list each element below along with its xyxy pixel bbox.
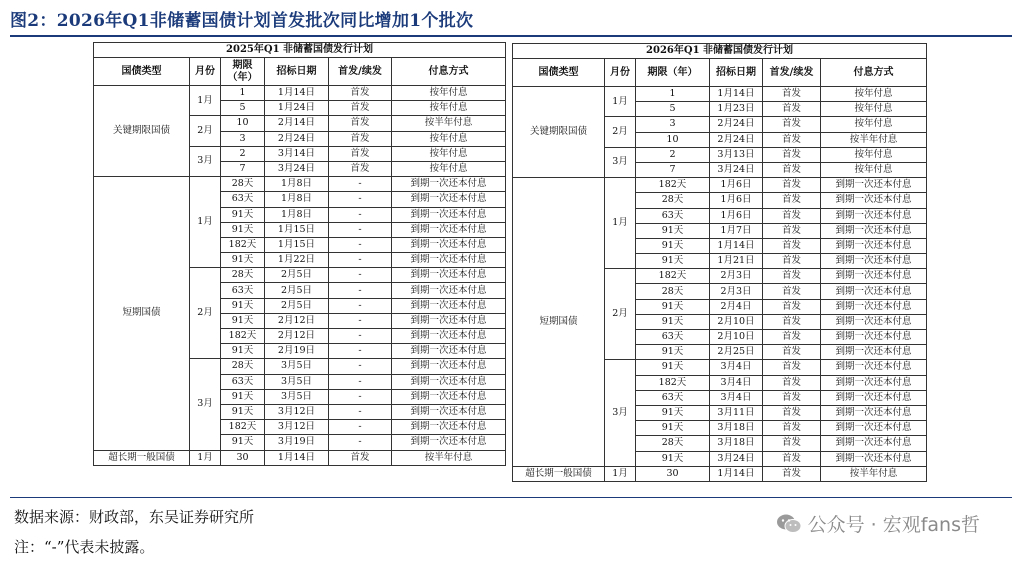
term-cell: 1 xyxy=(221,86,265,101)
payment-method-cell: 到期一次还本付息 xyxy=(392,268,506,283)
column-header: 付息方式 xyxy=(821,59,927,87)
figure-title: 图2：2026年Q1非储蓄国债计划首发批次同比增加1个批次 xyxy=(10,11,474,31)
issue-type-cell: - xyxy=(329,329,392,344)
month-cell: 3月 xyxy=(605,360,636,466)
issue-type-cell: 首发 xyxy=(763,436,821,451)
auction-date-cell: 1月14日 xyxy=(710,238,763,253)
issue-type-cell: 首发 xyxy=(763,132,821,147)
auction-date-cell: 1月8日 xyxy=(265,177,329,192)
auction-date-cell: 3月14日 xyxy=(265,146,329,161)
term-cell: 91天 xyxy=(221,298,265,313)
bond-type-cell: 超长期一般国债 xyxy=(513,466,605,481)
table-row xyxy=(94,177,506,192)
issue-type-cell: 首发 xyxy=(329,161,392,176)
column-header: 招标日期 xyxy=(265,58,329,86)
issue-type-cell: - xyxy=(329,420,392,435)
auction-date-cell: 2月24日 xyxy=(710,132,763,147)
table-2026-plan xyxy=(512,43,927,482)
payment-method-cell: 按半年付息 xyxy=(821,466,927,481)
table-caption: 2026年Q1 非储蓄国债发行计划 xyxy=(513,44,927,59)
payment-method-cell: 到期一次还本付息 xyxy=(392,344,506,359)
payment-method-cell: 到期一次还本付息 xyxy=(821,360,927,375)
payment-method-cell: 到期一次还本付息 xyxy=(392,420,506,435)
auction-date-cell: 1月14日 xyxy=(710,87,763,102)
issue-type-cell: 首发 xyxy=(763,102,821,117)
auction-date-cell: 2月4日 xyxy=(710,299,763,314)
table-row xyxy=(513,178,927,193)
auction-date-cell: 3月4日 xyxy=(710,390,763,405)
issue-type-cell: 首发 xyxy=(763,466,821,481)
month-cell: 3月 xyxy=(190,146,221,176)
issue-type-cell: - xyxy=(329,359,392,374)
month-cell: 3月 xyxy=(190,359,221,450)
term-cell: 10 xyxy=(221,116,265,131)
auction-date-cell: 2月10日 xyxy=(710,330,763,345)
term-cell: 182天 xyxy=(221,329,265,344)
issue-type-cell: - xyxy=(329,389,392,404)
issue-type-cell: 首发 xyxy=(763,390,821,405)
payment-method-cell: 到期一次还本付息 xyxy=(821,405,927,420)
term-cell: 91天 xyxy=(636,254,710,269)
term-cell: 63天 xyxy=(636,390,710,405)
auction-date-cell: 3月5日 xyxy=(265,389,329,404)
payment-method-cell: 到期一次还本付息 xyxy=(821,223,927,238)
column-header: 首发/续发 xyxy=(329,58,392,86)
payment-method-cell: 到期一次还本付息 xyxy=(392,389,506,404)
issue-type-cell: - xyxy=(329,374,392,389)
payment-method-cell: 到期一次还本付息 xyxy=(821,193,927,208)
auction-date-cell: 2月5日 xyxy=(265,268,329,283)
payment-method-cell: 到期一次还本付息 xyxy=(392,359,506,374)
bond-type-cell: 超长期一般国债 xyxy=(94,450,190,465)
issue-type-cell: 首发 xyxy=(329,131,392,146)
term-cell: 5 xyxy=(221,101,265,116)
column-header: 期限（年） xyxy=(636,59,710,87)
payment-method-cell: 按半年付息 xyxy=(392,450,506,465)
source-note: 数据来源：财政部，东吴证券研究所 xyxy=(14,508,255,526)
auction-date-cell: 3月24日 xyxy=(710,162,763,177)
month-cell: 2月 xyxy=(190,116,221,146)
auction-date-cell: 3月11日 xyxy=(710,405,763,420)
term-cell: 3 xyxy=(221,131,265,146)
issue-type-cell: - xyxy=(329,207,392,222)
payment-method-cell: 到期一次还本付息 xyxy=(821,284,927,299)
term-cell: 91天 xyxy=(221,435,265,450)
term-cell: 28天 xyxy=(636,193,710,208)
payment-method-cell: 按半年付息 xyxy=(392,116,506,131)
term-cell: 28天 xyxy=(221,268,265,283)
payment-method-cell: 按年付息 xyxy=(392,146,506,161)
issue-type-cell: 首发 xyxy=(763,299,821,314)
issue-type-cell: 首发 xyxy=(763,330,821,345)
payment-method-cell: 到期一次还本付息 xyxy=(821,345,927,360)
payment-method-cell: 到期一次还本付息 xyxy=(392,283,506,298)
payment-method-cell: 按年付息 xyxy=(821,162,927,177)
auction-date-cell: 1月8日 xyxy=(265,192,329,207)
payment-method-cell: 到期一次还本付息 xyxy=(392,404,506,419)
payment-method-cell: 到期一次还本付息 xyxy=(821,208,927,223)
term-cell: 30 xyxy=(636,466,710,481)
column-header: 招标日期 xyxy=(710,59,763,87)
payment-method-cell: 到期一次还本付息 xyxy=(821,178,927,193)
column-header: 国债类型 xyxy=(513,59,605,87)
issue-type-cell: - xyxy=(329,253,392,268)
term-cell: 182天 xyxy=(636,178,710,193)
month-cell: 2月 xyxy=(190,268,221,359)
payment-method-cell: 到期一次还本付息 xyxy=(821,254,927,269)
term-cell: 28天 xyxy=(221,177,265,192)
issue-type-cell: 首发 xyxy=(763,254,821,269)
auction-date-cell: 1月14日 xyxy=(265,86,329,101)
auction-date-cell: 3月18日 xyxy=(710,421,763,436)
payment-method-cell: 按年付息 xyxy=(392,86,506,101)
term-cell: 91天 xyxy=(221,222,265,237)
auction-date-cell: 2月5日 xyxy=(265,298,329,313)
payment-method-cell: 到期一次还本付息 xyxy=(392,435,506,450)
payment-method-cell: 到期一次还本付息 xyxy=(821,238,927,253)
payment-method-cell: 到期一次还本付息 xyxy=(821,390,927,405)
payment-method-cell: 到期一次还本付息 xyxy=(392,177,506,192)
footer-divider xyxy=(10,497,1012,498)
month-cell: 2月 xyxy=(605,117,636,147)
auction-date-cell: 2月10日 xyxy=(710,314,763,329)
title-divider xyxy=(10,35,1012,37)
payment-method-cell: 按半年付息 xyxy=(821,132,927,147)
payment-method-cell: 到期一次还本付息 xyxy=(821,330,927,345)
issue-type-cell: - xyxy=(329,298,392,313)
term-cell: 91天 xyxy=(636,360,710,375)
issue-type-cell: - xyxy=(329,177,392,192)
issue-type-cell: - xyxy=(329,268,392,283)
auction-date-cell: 2月3日 xyxy=(710,269,763,284)
term-cell: 5 xyxy=(636,102,710,117)
issue-type-cell: 首发 xyxy=(329,86,392,101)
payment-method-cell: 按年付息 xyxy=(821,117,927,132)
auction-date-cell: 2月14日 xyxy=(265,116,329,131)
payment-method-cell: 到期一次还本付息 xyxy=(392,329,506,344)
auction-date-cell: 1月7日 xyxy=(710,223,763,238)
auction-date-cell: 3月4日 xyxy=(710,360,763,375)
auction-date-cell: 2月24日 xyxy=(265,131,329,146)
column-header: 首发/续发 xyxy=(763,59,821,87)
issue-type-cell: 首发 xyxy=(763,238,821,253)
payment-method-cell: 到期一次还本付息 xyxy=(392,253,506,268)
issue-type-cell: 首发 xyxy=(329,116,392,131)
issue-type-cell: - xyxy=(329,435,392,450)
auction-date-cell: 2月5日 xyxy=(265,283,329,298)
payment-method-cell: 按年付息 xyxy=(821,87,927,102)
issue-type-cell: 首发 xyxy=(763,223,821,238)
auction-date-cell: 1月8日 xyxy=(265,207,329,222)
header-row xyxy=(94,58,506,86)
issue-type-cell: 首发 xyxy=(763,178,821,193)
term-cell: 91天 xyxy=(221,253,265,268)
term-cell: 28天 xyxy=(221,359,265,374)
term-cell: 182天 xyxy=(221,237,265,252)
wechat-icon xyxy=(776,513,802,535)
issue-type-cell: 首发 xyxy=(329,450,392,465)
term-cell: 3 xyxy=(636,117,710,132)
payment-method-cell: 到期一次还本付息 xyxy=(392,207,506,222)
term-cell: 91天 xyxy=(636,299,710,314)
month-cell: 1月 xyxy=(190,86,221,116)
issue-type-cell: - xyxy=(329,344,392,359)
auction-date-cell: 3月19日 xyxy=(265,435,329,450)
auction-date-cell: 3月5日 xyxy=(265,374,329,389)
issue-type-cell: 首发 xyxy=(763,375,821,390)
term-cell: 91天 xyxy=(636,345,710,360)
term-cell: 63天 xyxy=(221,374,265,389)
auction-date-cell: 3月12日 xyxy=(265,404,329,419)
watermark-text: 公众号 · 宏观fans哲 xyxy=(807,514,980,536)
column-header: 月份 xyxy=(605,59,636,87)
issue-type-cell: - xyxy=(329,404,392,419)
auction-date-cell: 1月15日 xyxy=(265,222,329,237)
payment-method-cell: 到期一次还本付息 xyxy=(392,298,506,313)
auction-date-cell: 2月24日 xyxy=(710,117,763,132)
auction-date-cell: 2月3日 xyxy=(710,284,763,299)
month-cell: 3月 xyxy=(605,147,636,177)
term-cell: 91天 xyxy=(221,389,265,404)
table-row xyxy=(94,450,506,465)
month-cell: 1月 xyxy=(605,466,636,481)
term-cell: 91天 xyxy=(636,238,710,253)
issue-type-cell: 首发 xyxy=(763,208,821,223)
auction-date-cell: 3月13日 xyxy=(710,147,763,162)
table-2025-plan xyxy=(93,42,506,466)
auction-date-cell: 3月12日 xyxy=(265,420,329,435)
bond-type-cell: 短期国债 xyxy=(513,178,605,467)
payment-method-cell: 到期一次还本付息 xyxy=(392,313,506,328)
issue-type-cell: 首发 xyxy=(763,284,821,299)
term-cell: 28天 xyxy=(636,284,710,299)
payment-method-cell: 到期一次还本付息 xyxy=(392,237,506,252)
auction-date-cell: 1月24日 xyxy=(265,101,329,116)
auction-date-cell: 2月12日 xyxy=(265,313,329,328)
payment-method-cell: 到期一次还本付息 xyxy=(821,436,927,451)
term-cell: 91天 xyxy=(221,344,265,359)
auction-date-cell: 2月25日 xyxy=(710,345,763,360)
issue-type-cell: 首发 xyxy=(329,101,392,116)
term-cell: 28天 xyxy=(636,436,710,451)
auction-date-cell: 1月6日 xyxy=(710,178,763,193)
month-cell: 1月 xyxy=(190,177,221,268)
auction-date-cell: 1月6日 xyxy=(710,208,763,223)
auction-date-cell: 2月19日 xyxy=(265,344,329,359)
month-cell: 1月 xyxy=(190,450,221,465)
payment-method-cell: 到期一次还本付息 xyxy=(821,375,927,390)
term-cell: 30 xyxy=(221,450,265,465)
issue-type-cell: 首发 xyxy=(763,147,821,162)
issue-type-cell: 首发 xyxy=(763,360,821,375)
auction-date-cell: 1月23日 xyxy=(710,102,763,117)
term-cell: 63天 xyxy=(636,208,710,223)
issue-type-cell: - xyxy=(329,313,392,328)
column-header: 月份 xyxy=(190,58,221,86)
payment-method-cell: 到期一次还本付息 xyxy=(821,314,927,329)
issue-type-cell: 首发 xyxy=(763,451,821,466)
auction-date-cell: 1月15日 xyxy=(265,237,329,252)
auction-date-cell: 1月6日 xyxy=(710,193,763,208)
issue-type-cell: 首发 xyxy=(763,117,821,132)
auction-date-cell: 3月5日 xyxy=(265,359,329,374)
payment-method-cell: 按年付息 xyxy=(821,102,927,117)
payment-method-cell: 到期一次还本付息 xyxy=(392,374,506,389)
issue-type-cell: 首发 xyxy=(329,146,392,161)
auction-date-cell: 1月14日 xyxy=(710,466,763,481)
table-row xyxy=(94,86,506,101)
term-cell: 7 xyxy=(221,161,265,176)
term-cell: 63天 xyxy=(636,330,710,345)
auction-date-cell: 3月4日 xyxy=(710,375,763,390)
term-cell: 63天 xyxy=(221,283,265,298)
payment-method-cell: 按年付息 xyxy=(392,101,506,116)
term-cell: 91天 xyxy=(221,313,265,328)
auction-date-cell: 3月24日 xyxy=(265,161,329,176)
term-cell: 2 xyxy=(636,147,710,162)
column-header: 付息方式 xyxy=(392,58,506,86)
month-cell: 1月 xyxy=(605,178,636,269)
auction-date-cell: 3月18日 xyxy=(710,436,763,451)
payment-method-cell: 按年付息 xyxy=(392,131,506,146)
term-cell: 63天 xyxy=(221,192,265,207)
term-cell: 91天 xyxy=(636,451,710,466)
term-cell: 10 xyxy=(636,132,710,147)
table-row xyxy=(513,466,927,481)
bond-type-cell: 短期国债 xyxy=(94,177,190,450)
payment-method-cell: 到期一次还本付息 xyxy=(392,222,506,237)
bond-type-cell: 关键期限国债 xyxy=(513,87,605,178)
term-cell: 182天 xyxy=(636,375,710,390)
term-cell: 182天 xyxy=(636,269,710,284)
table-row xyxy=(513,87,927,102)
auction-date-cell: 1月14日 xyxy=(265,450,329,465)
issue-type-cell: 首发 xyxy=(763,87,821,102)
issue-type-cell: 首发 xyxy=(763,405,821,420)
bond-type-cell: 关键期限国债 xyxy=(94,86,190,177)
auction-date-cell: 1月22日 xyxy=(265,253,329,268)
issue-type-cell: 首发 xyxy=(763,421,821,436)
term-cell: 91天 xyxy=(221,207,265,222)
column-header: 期限（年） xyxy=(221,58,265,86)
term-cell: 91天 xyxy=(636,314,710,329)
payment-method-cell: 到期一次还本付息 xyxy=(821,451,927,466)
column-header: 国债类型 xyxy=(94,58,190,86)
issue-type-cell: 首发 xyxy=(763,314,821,329)
payment-method-cell: 到期一次还本付息 xyxy=(392,192,506,207)
issue-type-cell: - xyxy=(329,222,392,237)
term-cell: 7 xyxy=(636,162,710,177)
dash-note: 注：“-”代表未披露。 xyxy=(14,538,155,556)
header-row xyxy=(513,59,927,87)
payment-method-cell: 到期一次还本付息 xyxy=(821,421,927,436)
issue-type-cell: 首发 xyxy=(763,162,821,177)
term-cell: 2 xyxy=(221,146,265,161)
issue-type-cell: 首发 xyxy=(763,345,821,360)
payment-method-cell: 到期一次还本付息 xyxy=(821,299,927,314)
auction-date-cell: 1月21日 xyxy=(710,254,763,269)
term-cell: 91天 xyxy=(636,223,710,238)
month-cell: 1月 xyxy=(605,87,636,117)
term-cell: 1 xyxy=(636,87,710,102)
month-cell: 2月 xyxy=(605,269,636,360)
term-cell: 91天 xyxy=(636,405,710,420)
issue-type-cell: 首发 xyxy=(763,193,821,208)
auction-date-cell: 3月24日 xyxy=(710,451,763,466)
payment-method-cell: 到期一次还本付息 xyxy=(821,269,927,284)
payment-method-cell: 按年付息 xyxy=(821,147,927,162)
issue-type-cell: - xyxy=(329,283,392,298)
table-caption: 2025年Q1 非储蓄国债发行计划 xyxy=(94,43,506,58)
issue-type-cell: - xyxy=(329,192,392,207)
term-cell: 182天 xyxy=(221,420,265,435)
term-cell: 91天 xyxy=(221,404,265,419)
auction-date-cell: 2月12日 xyxy=(265,329,329,344)
issue-type-cell: 首发 xyxy=(763,269,821,284)
payment-method-cell: 按年付息 xyxy=(392,161,506,176)
term-cell: 91天 xyxy=(636,421,710,436)
issue-type-cell: - xyxy=(329,237,392,252)
watermark xyxy=(776,510,980,537)
